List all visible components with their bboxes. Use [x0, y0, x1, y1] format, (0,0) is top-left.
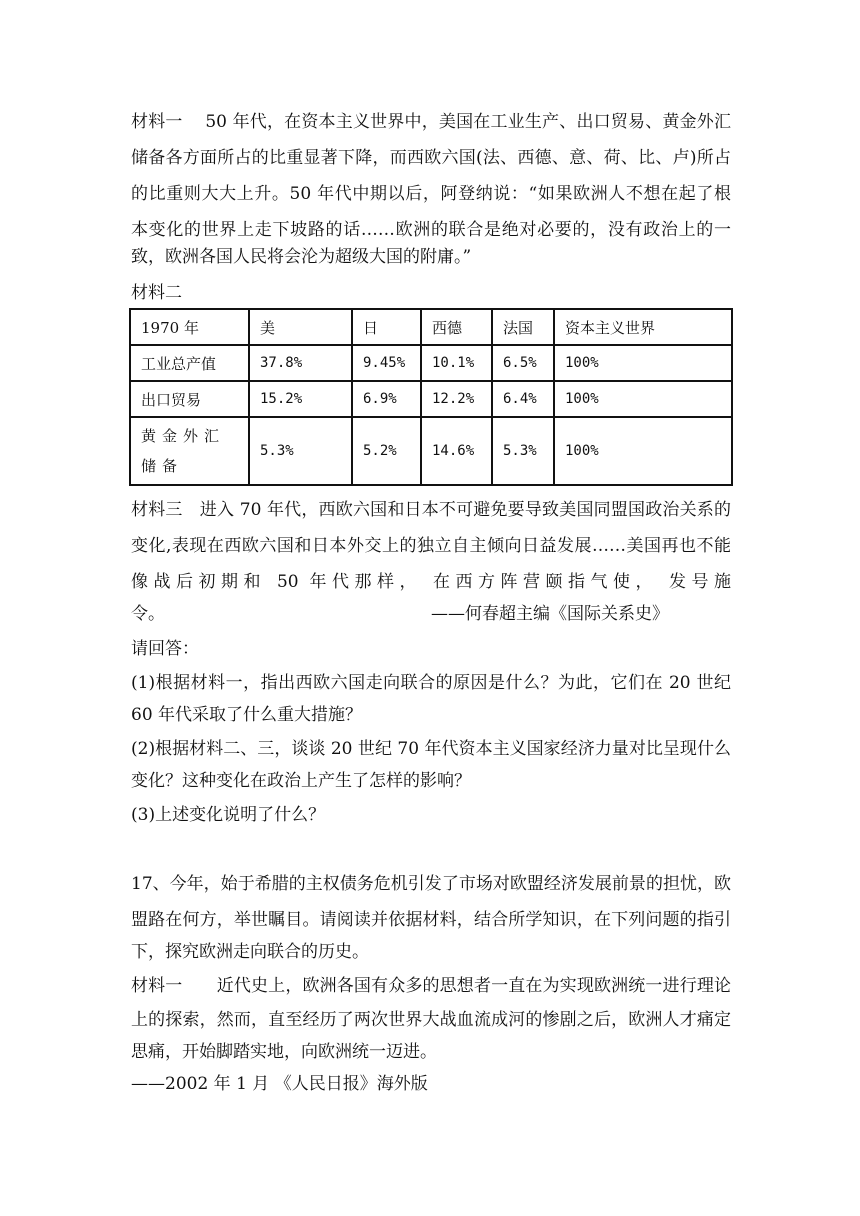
material1-line-3: 的比重则大大上升。50 年代中期以后，阿登纳说：“如果欧洲人不想在起了根	[131, 184, 731, 204]
material3-line-2: 变化,表现在西欧六国和日本外交上的独立自主倾向日益发展……美国再也不能	[131, 536, 731, 556]
table-cell: 5.3%	[492, 417, 554, 485]
table-cell: 100%	[554, 417, 732, 485]
table-cell: 10.1%	[421, 345, 492, 381]
table-cell: 15.2%	[249, 381, 352, 417]
q17-line-6: 思痛，开始脚踏实地，向欧洲统一迈进。	[131, 1042, 437, 1062]
table-cell: 100%	[554, 381, 732, 417]
question-line-4: 变化？这种变化在政治上产生了怎样的影响？	[131, 771, 471, 791]
table-cell: 5.2%	[352, 417, 421, 485]
table-row	[130, 345, 732, 381]
table-header-cell: 资本主义世界	[554, 309, 732, 345]
question-line-5: (3)上述变化说明了什么？	[131, 805, 326, 825]
table-header-cell: 美	[249, 309, 352, 345]
material1-line-1: 材料一 50 年代，在资本主义世界中，美国在工业生产、出口贸易、黄金外汇	[131, 112, 731, 132]
table-cell: 9.45%	[352, 345, 421, 381]
table-header-cell: 法国	[492, 309, 554, 345]
table-row-label: 出口贸易	[130, 381, 249, 417]
q17-line-4: 材料一 近代史上，欧洲各国有众多的思想者一直在为实现欧洲统一进行理论	[131, 976, 731, 996]
q17-line-5: 上的探索，然而，直至经历了两次世界大战血流成河的惨剧之后，欧洲人才痛定	[131, 1010, 731, 1030]
material3-line-4: 令。	[131, 604, 165, 624]
questions-prompt: 请回答：	[131, 639, 199, 659]
material3-attribution: ——何春超主编《国际关系史》	[431, 604, 669, 624]
question-line-3: (2)根据材料二、三，谈谈 20 世纪 70 年代资本主义国家经济力量对比呈现什么	[131, 739, 731, 759]
table-row	[130, 417, 732, 485]
material1-line-5: 致，欧洲各国人民将会沦为超级大国的附庸。”	[131, 247, 472, 267]
table-header-row	[130, 309, 732, 345]
material1-line-2: 储备各方面所占的比重显著下降，而西欧六国(法、西德、意、荷、比、卢)所占	[131, 148, 731, 168]
question-line-1: (1)根据材料一，指出西欧六国走向联合的原因是什么？为此，它们在 20 世纪	[131, 673, 731, 693]
data-table	[129, 308, 733, 486]
material1-line-4: 本变化的世界上走下坡路的话……欧洲的联合是绝对必要的，没有政治上的一	[131, 220, 731, 240]
table-row-label: 工业总产值	[130, 345, 249, 381]
material3-line-3: 像战后初期和 50 年代那样， 在西方阵营颐指气使， 发号施	[131, 572, 731, 592]
table-row-label: 黄金外汇储备	[130, 417, 249, 485]
material2-label: 材料二	[131, 283, 182, 303]
material3-line-1: 材料三 进入 70 年代，西欧六国和日本不可避免要导致美国同盟国政治关系的	[131, 500, 731, 520]
table-cell: 6.9%	[352, 381, 421, 417]
table-header-cell: 日	[352, 309, 421, 345]
q17-line-1: 17、今年，始于希腊的主权债务危机引发了市场对欧盟经济发展前景的担忧，欧	[131, 874, 731, 894]
q17-source: ——2002 年 1 月 《人民日报》海外版	[131, 1074, 428, 1094]
table-cell: 100%	[554, 345, 732, 381]
q17-line-3: 下，探究欧洲走向联合的历史。	[131, 942, 369, 962]
table-header-cell: 西德	[421, 309, 492, 345]
question-line-2: 60 年代采取了什么重大措施？	[131, 705, 363, 725]
table-cell: 6.5%	[492, 345, 554, 381]
table-cell: 37.8%	[249, 345, 352, 381]
table-row	[130, 381, 732, 417]
table-cell: 14.6%	[421, 417, 492, 485]
table-cell: 5.3%	[249, 417, 352, 485]
table-cell: 12.2%	[421, 381, 492, 417]
table-cell: 6.4%	[492, 381, 554, 417]
table-header-cell: 1970 年	[130, 309, 249, 345]
q17-line-2: 盟路在何方，举世瞩目。请阅读并依据材料，结合所学知识，在下列问题的指引	[131, 910, 731, 930]
